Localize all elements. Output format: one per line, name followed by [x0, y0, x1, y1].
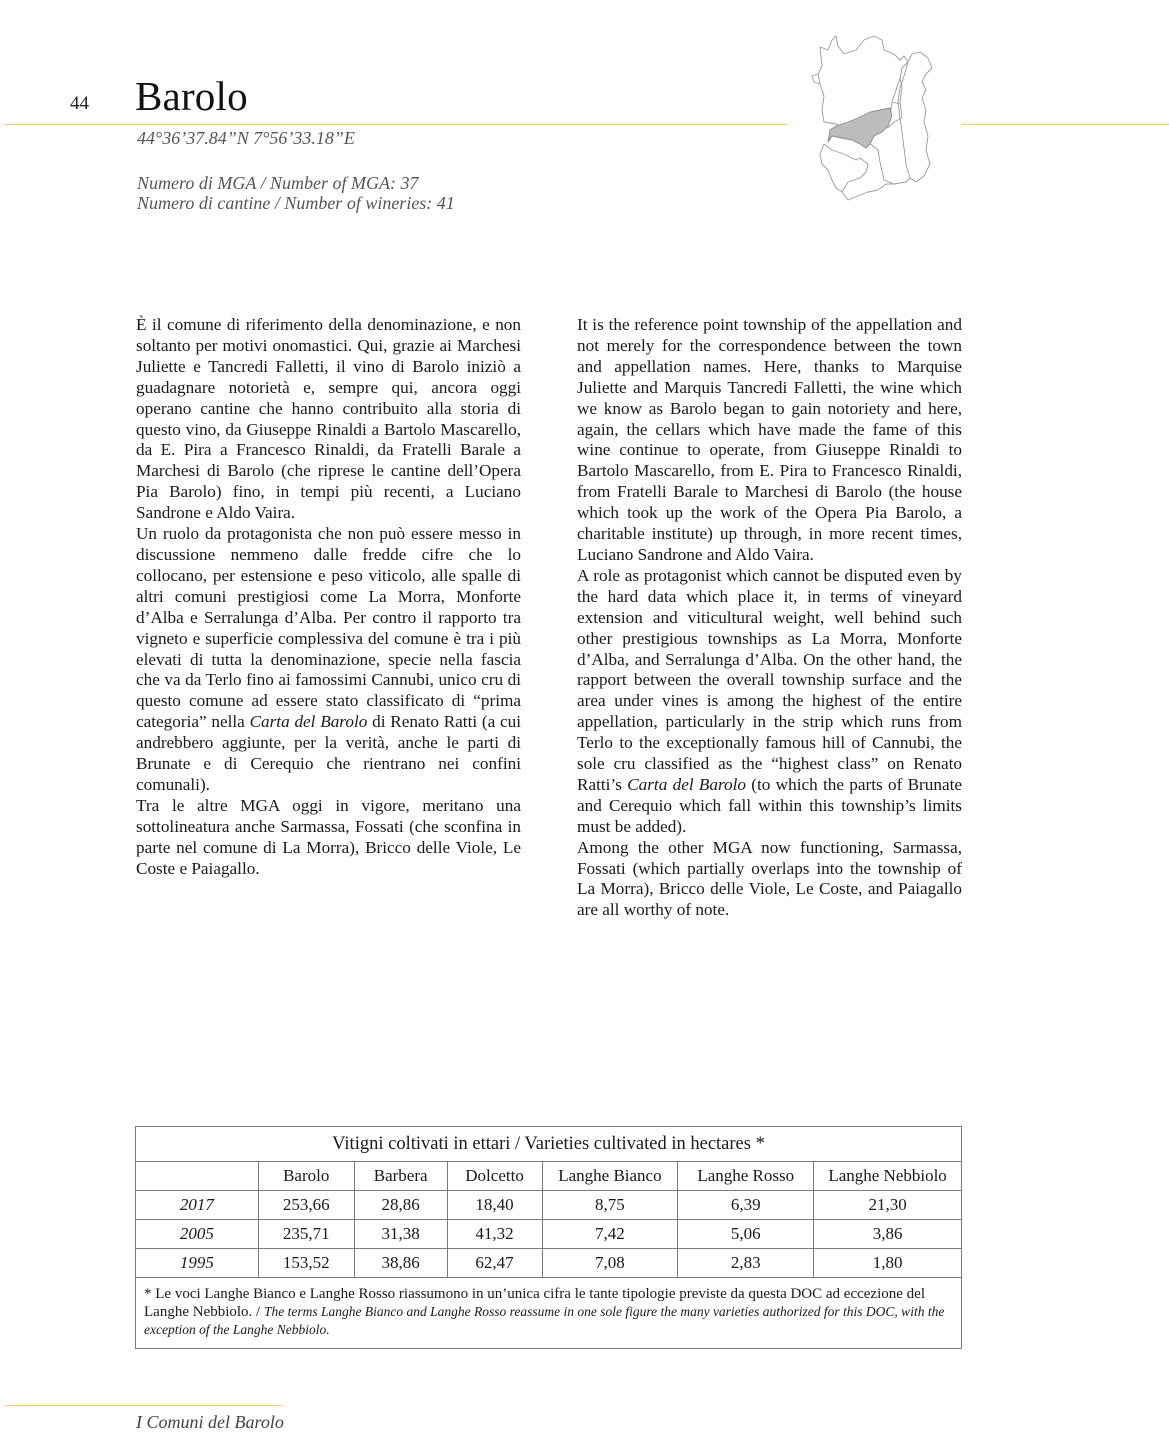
- column-header: Langhe Rosso: [678, 1162, 814, 1191]
- table-cell: 18,40: [447, 1191, 542, 1220]
- table-cell: 2,83: [678, 1249, 814, 1278]
- table-cell: 28,86: [354, 1191, 447, 1220]
- table-row: [136, 1191, 962, 1220]
- running-title: I Comuni del Barolo: [136, 1412, 284, 1432]
- township-stats: [137, 173, 455, 213]
- table-header-row: [136, 1162, 962, 1191]
- table-cell: 31,38: [354, 1220, 447, 1249]
- column-header: [136, 1162, 259, 1191]
- header-rule-left: [5, 124, 787, 125]
- footnote-italian: * Le voci Langhe Bianco e Langhe Rosso riassumono in un’unica cifra le tante tipologie previste da questa DOC ad eccezione del Langhe Nebbiolo. /: [144, 1286, 925, 1320]
- table-cell: 62,47: [447, 1249, 542, 1278]
- footer-rule: [5, 1405, 282, 1406]
- table-cell: 38,86: [354, 1249, 447, 1278]
- book-title-carta-del-barolo: Carta del Barolo: [249, 712, 368, 732]
- row-year: 2017: [136, 1191, 259, 1220]
- column-header: Dolcetto: [447, 1162, 542, 1191]
- table-row: [136, 1220, 962, 1249]
- locator-map-icon: [808, 32, 938, 204]
- body-text-english: [577, 315, 962, 921]
- column-header: Langhe Nebbiolo: [814, 1162, 962, 1191]
- table-cell: 253,66: [258, 1191, 354, 1220]
- paragraph-it-1: È il comune di riferimento della denominazione, e non soltanto per motivi onomastici. Qui, grazie ai Marchesi Juliette e Tancredi Falletti, il vino di Barolo iniziò a guadagnare notorietà e, sempre qui, ancora oggi operano cantine che hanno contribuito alla storia di questo vino, da Giuseppe Rinaldi a Bartolo Mascarello, da E. Pira a Francesco Rinaldi, da Fratelli Barale a Marchesi di Barolo (che riprese le cantine dell’Opera Pia Barolo) fino, in tempi più recenti, a Luciano Sandrone e Aldo Vaira.: [136, 315, 521, 523]
- column-header: Langhe Bianco: [542, 1162, 678, 1191]
- table-cell: 6,39: [678, 1191, 814, 1220]
- table-cell: 7,42: [542, 1220, 678, 1249]
- table-cell: 3,86: [814, 1220, 962, 1249]
- table-cell: 153,52: [258, 1249, 354, 1278]
- header-rule-right: [962, 124, 1169, 125]
- table-caption: Vitigni coltivati in ettari / Varieties cultivated in hectares *: [136, 1127, 962, 1162]
- table-row: [136, 1249, 962, 1278]
- table-cell: 5,06: [678, 1220, 814, 1249]
- book-title-carta-del-barolo: Carta del Barolo: [627, 774, 746, 794]
- paragraph-it-2: Un ruolo da protagonista che non può essere messo in discussione nemmeno dalle fredde cifre che lo collocano, per estensione e peso viticolo, alle spalle di altri comuni prestigiosi come La Morra, Monforte d’Alba e Serralunga d’Alba. Per contro il rapporto tra vigneto e superficie complessiva del comune è tra i più elevati di tutta la denominazione, specie nella fascia che va da Terlo fino ai famossimi Cannubi, unico cru di questo comune ad essere stato classificato di “prima categoria” nella Carta del Barolo di Renato Ratti (a cui andrebbero aggiunte, per la verità, anche le parti di Brunate e di Cerequio che rientrano nei confini comunali).: [136, 524, 522, 794]
- wineries-count: Numero di cantine / Number of wineries: 41: [137, 193, 455, 213]
- barolo-highlight: [828, 108, 892, 148]
- paragraph-en-1: It is the reference point township of the appellation and not merely for the correspondence between the town and appellation names. Here, thanks to Marquise Juliette and Marquis Tancredi Falletti, the wine which we know as Barolo began to gain notoriety and here, again, the cellars which have made the fame of this wine continue to operate, from Giuseppe Rinaldi to Bartolo Mascarello, from E. Pira to Francesco Rinaldi, from Fratelli Barale to Marchesi di Barolo (the house which took up the work of the Opera Pia Barolo, a charitable institute) up through, in more recent times, Luciano Sandrone and Aldo Vaira.: [577, 315, 962, 564]
- row-year: 1995: [136, 1249, 259, 1278]
- mga-count: Numero di MGA / Number of MGA: 37: [137, 173, 419, 193]
- paragraph-en-2: A role as protagonist which cannot be disputed even by the hard data which place it, in terms of vineyard extension and viticultural weight, well behind such other prestigious townships as La Morra, Monforte d’Alba, and Serralunga d’Alba. On the other hand, the rapport between the overall township surface and the area under vines is among the highest of the entire appellation, particularly in the strip which runs from Terlo to the exceptionally famous hill of Cannubi, the sole cru classified as the “highest class” on Renato Ratti’s Carta del Barolo (to which the parts of Brunate and Cerequio which fall within this township’s limits must be added).: [577, 565, 963, 836]
- column-header: Barbera: [354, 1162, 447, 1191]
- table-cell: 7,08: [542, 1249, 678, 1278]
- coordinates: 44°36’37.84”N 7°56’33.18”E: [137, 128, 355, 148]
- table-footnote: [136, 1278, 962, 1349]
- varieties-table: [135, 1126, 962, 1349]
- footnote-english: The terms Langhe Bianco and Langhe Rosso reassume in one sole figure the many varieties authorized for this DOC, with the exception of the Langhe Nebbiolo.: [144, 1304, 945, 1337]
- page-title: Barolo: [135, 73, 248, 119]
- column-header: Barolo: [258, 1162, 354, 1191]
- table-cell: 235,71: [258, 1220, 354, 1249]
- table-cell: 1,80: [814, 1249, 962, 1278]
- table-cell: 41,32: [447, 1220, 542, 1249]
- body-text-italian: [136, 315, 521, 879]
- paragraph-en-3: Among the other MGA now functioning, Sarmassa, Fossati (which partially overlaps into the township of La Morra), Bricco delle Viole, Le Coste, and Paiagallo are all worthy of note.: [577, 837, 962, 920]
- table-cell: 21,30: [814, 1191, 962, 1220]
- row-year: 2005: [136, 1220, 259, 1249]
- paragraph-it-3: Tra le altre MGA oggi in vigore, meritano una sottolineatura anche Sarmassa, Fossati (che sconfina in parte nel comune di La Morra), Bricco delle Viole, Le Coste e Paiagallo.: [136, 795, 521, 878]
- page-number: 44: [70, 93, 89, 114]
- table-cell: 8,75: [542, 1191, 678, 1220]
